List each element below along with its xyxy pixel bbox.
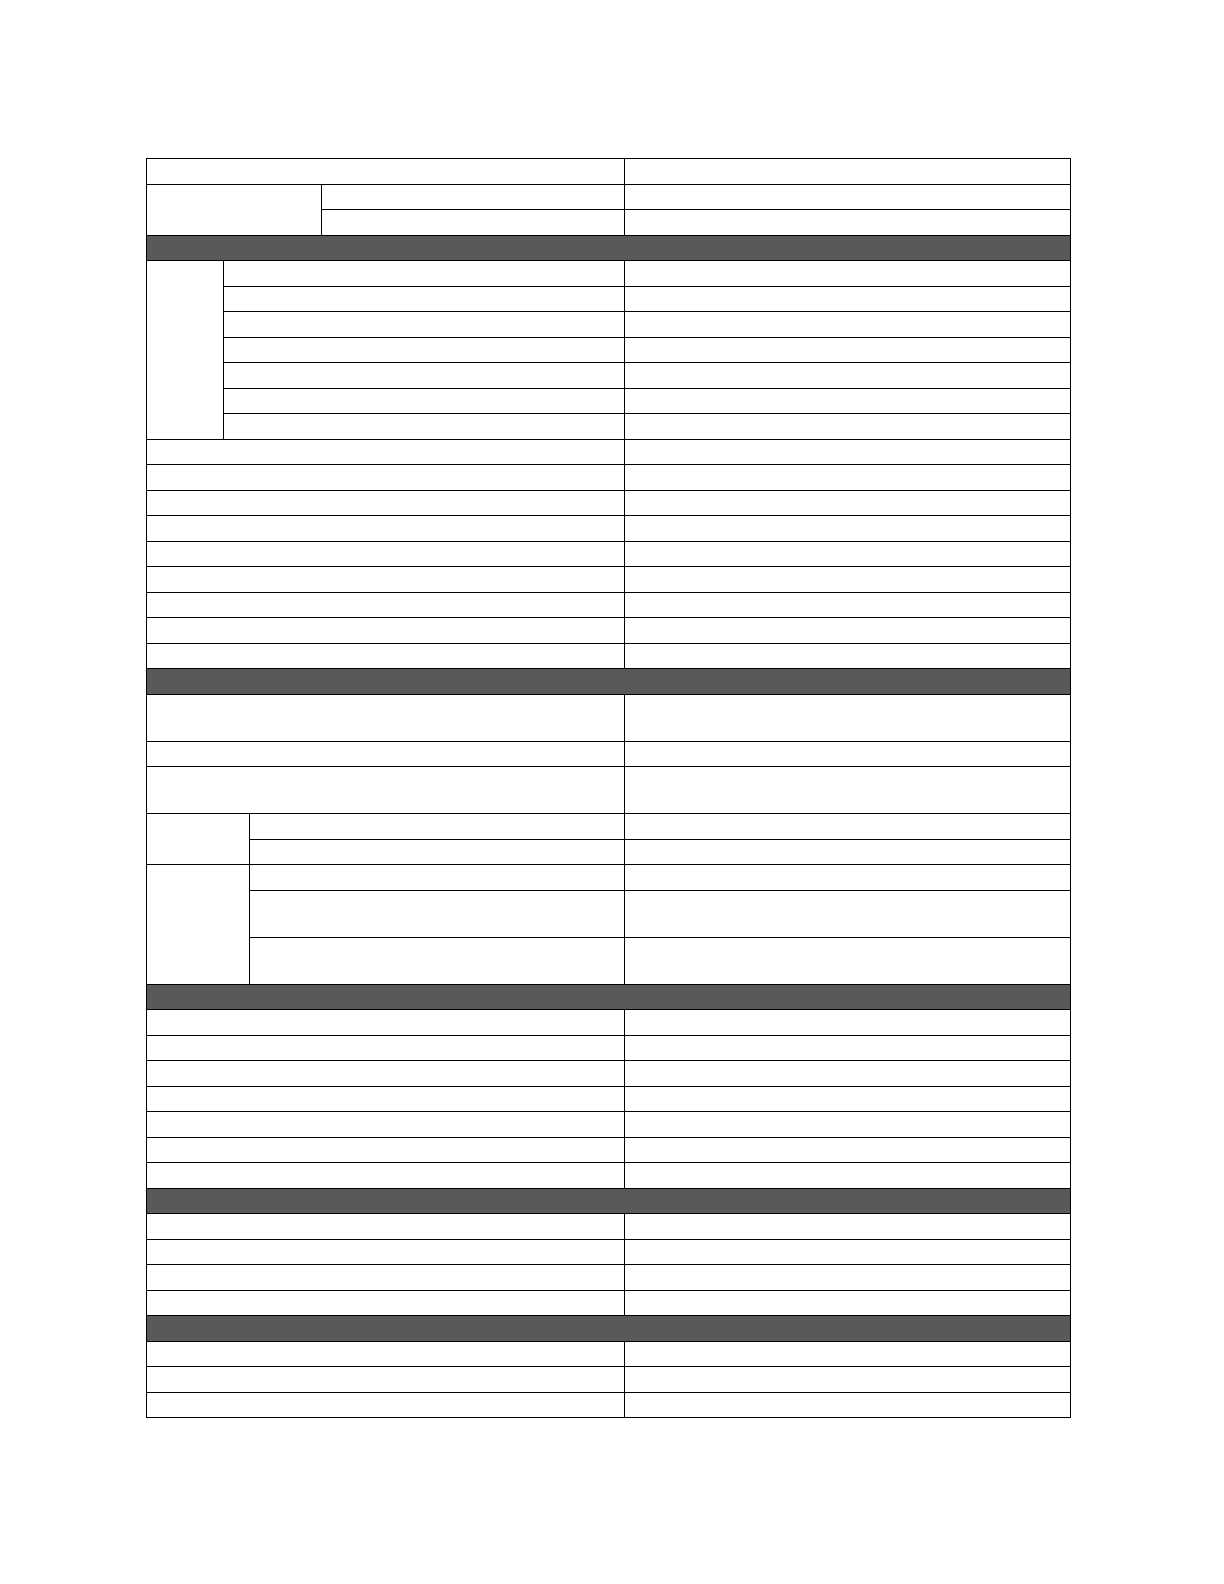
- field-label: [147, 1010, 625, 1036]
- form-row: [147, 1163, 1071, 1189]
- field-value[interactable]: [625, 694, 1071, 741]
- field-value[interactable]: [625, 1035, 1071, 1061]
- field-label: [147, 741, 625, 767]
- form-row: [147, 839, 1071, 865]
- field-label: [147, 1214, 625, 1240]
- section-header-3: [147, 984, 1071, 1010]
- field-label: [250, 937, 625, 984]
- field-label: [147, 465, 625, 491]
- field-value[interactable]: [625, 1112, 1071, 1138]
- section-header-4: [147, 1188, 1071, 1214]
- form-row: [147, 439, 1071, 465]
- field-label: [224, 261, 625, 287]
- field-label: [322, 184, 625, 210]
- field-label: [147, 643, 625, 669]
- field-label: [147, 1392, 625, 1418]
- field-value[interactable]: [625, 261, 1071, 287]
- group-label: [147, 814, 250, 865]
- field-label: [147, 1086, 625, 1112]
- field-label: [147, 1239, 625, 1265]
- field-value[interactable]: [625, 937, 1071, 984]
- form-row: [147, 337, 1071, 363]
- section-heading: [147, 984, 1071, 1010]
- field-label: [147, 1341, 625, 1367]
- field-value[interactable]: [625, 337, 1071, 363]
- section-heading: [147, 235, 1071, 261]
- form-row: [147, 1035, 1071, 1061]
- form-row: [147, 1367, 1071, 1393]
- field-value[interactable]: [625, 1137, 1071, 1163]
- form-row: [147, 516, 1071, 542]
- field-value[interactable]: [625, 1010, 1071, 1036]
- form-row: [147, 414, 1071, 440]
- field-value[interactable]: [625, 741, 1071, 767]
- field-label: [224, 337, 625, 363]
- form-row: [147, 312, 1071, 338]
- form-row: [147, 814, 1071, 840]
- field-label: [147, 1163, 625, 1189]
- form-row: [147, 1239, 1071, 1265]
- field-label: [147, 1137, 625, 1163]
- field-value[interactable]: [625, 312, 1071, 338]
- form-row: [147, 618, 1071, 644]
- field-value[interactable]: [625, 890, 1071, 937]
- form-row: [147, 541, 1071, 567]
- field-value[interactable]: [625, 839, 1071, 865]
- group-label: [147, 184, 322, 235]
- form-row: [147, 159, 1071, 185]
- field-value[interactable]: [625, 286, 1071, 312]
- form-table: [146, 158, 1071, 1418]
- section-header-5: [147, 1316, 1071, 1342]
- section-heading: [147, 1316, 1071, 1342]
- field-label: [147, 694, 625, 741]
- form-row: [147, 184, 1071, 210]
- field-value[interactable]: [625, 465, 1071, 491]
- field-value[interactable]: [625, 541, 1071, 567]
- form-row: [147, 1061, 1071, 1087]
- field-label: [147, 541, 625, 567]
- form-row: [147, 937, 1071, 984]
- form-row: [147, 388, 1071, 414]
- field-label: [147, 159, 625, 185]
- section-heading: [147, 669, 1071, 695]
- field-label: [147, 1367, 625, 1393]
- field-value[interactable]: [625, 490, 1071, 516]
- field-label: [147, 1035, 625, 1061]
- field-label: [147, 1112, 625, 1138]
- form-row: [147, 1137, 1071, 1163]
- field-label: [147, 1290, 625, 1316]
- form-row: [147, 567, 1071, 593]
- field-label: [250, 839, 625, 865]
- form-row: [147, 363, 1071, 389]
- form-row: [147, 741, 1071, 767]
- field-value[interactable]: [625, 767, 1071, 814]
- form-row: [147, 865, 1071, 891]
- form-row: [147, 490, 1071, 516]
- form-row: [147, 592, 1071, 618]
- form-row: [147, 261, 1071, 287]
- section-heading: [147, 1188, 1071, 1214]
- field-value[interactable]: [625, 865, 1071, 891]
- form-row: [147, 694, 1071, 741]
- form-row: [147, 1341, 1071, 1367]
- field-value[interactable]: [625, 567, 1071, 593]
- field-label: [147, 592, 625, 618]
- field-value[interactable]: [625, 1290, 1071, 1316]
- field-value[interactable]: [625, 516, 1071, 542]
- field-value[interactable]: [625, 1061, 1071, 1087]
- field-value[interactable]: [625, 1392, 1071, 1418]
- field-value[interactable]: [625, 592, 1071, 618]
- form-row: [147, 1214, 1071, 1240]
- field-value[interactable]: [625, 814, 1071, 840]
- form-row: [147, 465, 1071, 491]
- form-row: [147, 890, 1071, 937]
- field-value[interactable]: [625, 1367, 1071, 1393]
- form-row: [147, 1112, 1071, 1138]
- field-value[interactable]: [625, 618, 1071, 644]
- field-label: [147, 1061, 625, 1087]
- form-row: [147, 767, 1071, 814]
- field-label: [224, 388, 625, 414]
- form-row: [147, 286, 1071, 312]
- field-value[interactable]: [625, 1341, 1071, 1367]
- field-label: [147, 618, 625, 644]
- form-row: [147, 643, 1071, 669]
- field-value[interactable]: [625, 439, 1071, 465]
- form-row: [147, 1010, 1071, 1036]
- field-label: [250, 865, 625, 891]
- field-label: [147, 767, 625, 814]
- field-label: [224, 414, 625, 440]
- field-label: [250, 814, 625, 840]
- field-label: [147, 1265, 625, 1291]
- field-value[interactable]: [625, 1265, 1071, 1291]
- field-label: [224, 363, 625, 389]
- field-label: [147, 439, 625, 465]
- field-label: [322, 210, 625, 236]
- field-label: [250, 890, 625, 937]
- field-value[interactable]: [625, 363, 1071, 389]
- field-value[interactable]: [625, 414, 1071, 440]
- field-value[interactable]: [625, 184, 1071, 210]
- field-value[interactable]: [625, 1086, 1071, 1112]
- field-label: [224, 312, 625, 338]
- field-value[interactable]: [625, 388, 1071, 414]
- section-header-1: [147, 235, 1071, 261]
- field-label: [147, 567, 625, 593]
- field-value[interactable]: [625, 1214, 1071, 1240]
- field-label: [147, 516, 625, 542]
- form-row: [147, 1290, 1071, 1316]
- form-row: [147, 1265, 1071, 1291]
- field-label: [147, 490, 625, 516]
- field-value[interactable]: [625, 1239, 1071, 1265]
- field-label: [224, 286, 625, 312]
- field-value[interactable]: [625, 1163, 1071, 1189]
- section-header-2: [147, 669, 1071, 695]
- field-value[interactable]: [625, 643, 1071, 669]
- group-label: [147, 261, 224, 440]
- field-value[interactable]: [625, 159, 1071, 185]
- group-label: [147, 865, 250, 985]
- form-row: [147, 1086, 1071, 1112]
- field-value[interactable]: [625, 210, 1071, 236]
- form-row: [147, 1392, 1071, 1418]
